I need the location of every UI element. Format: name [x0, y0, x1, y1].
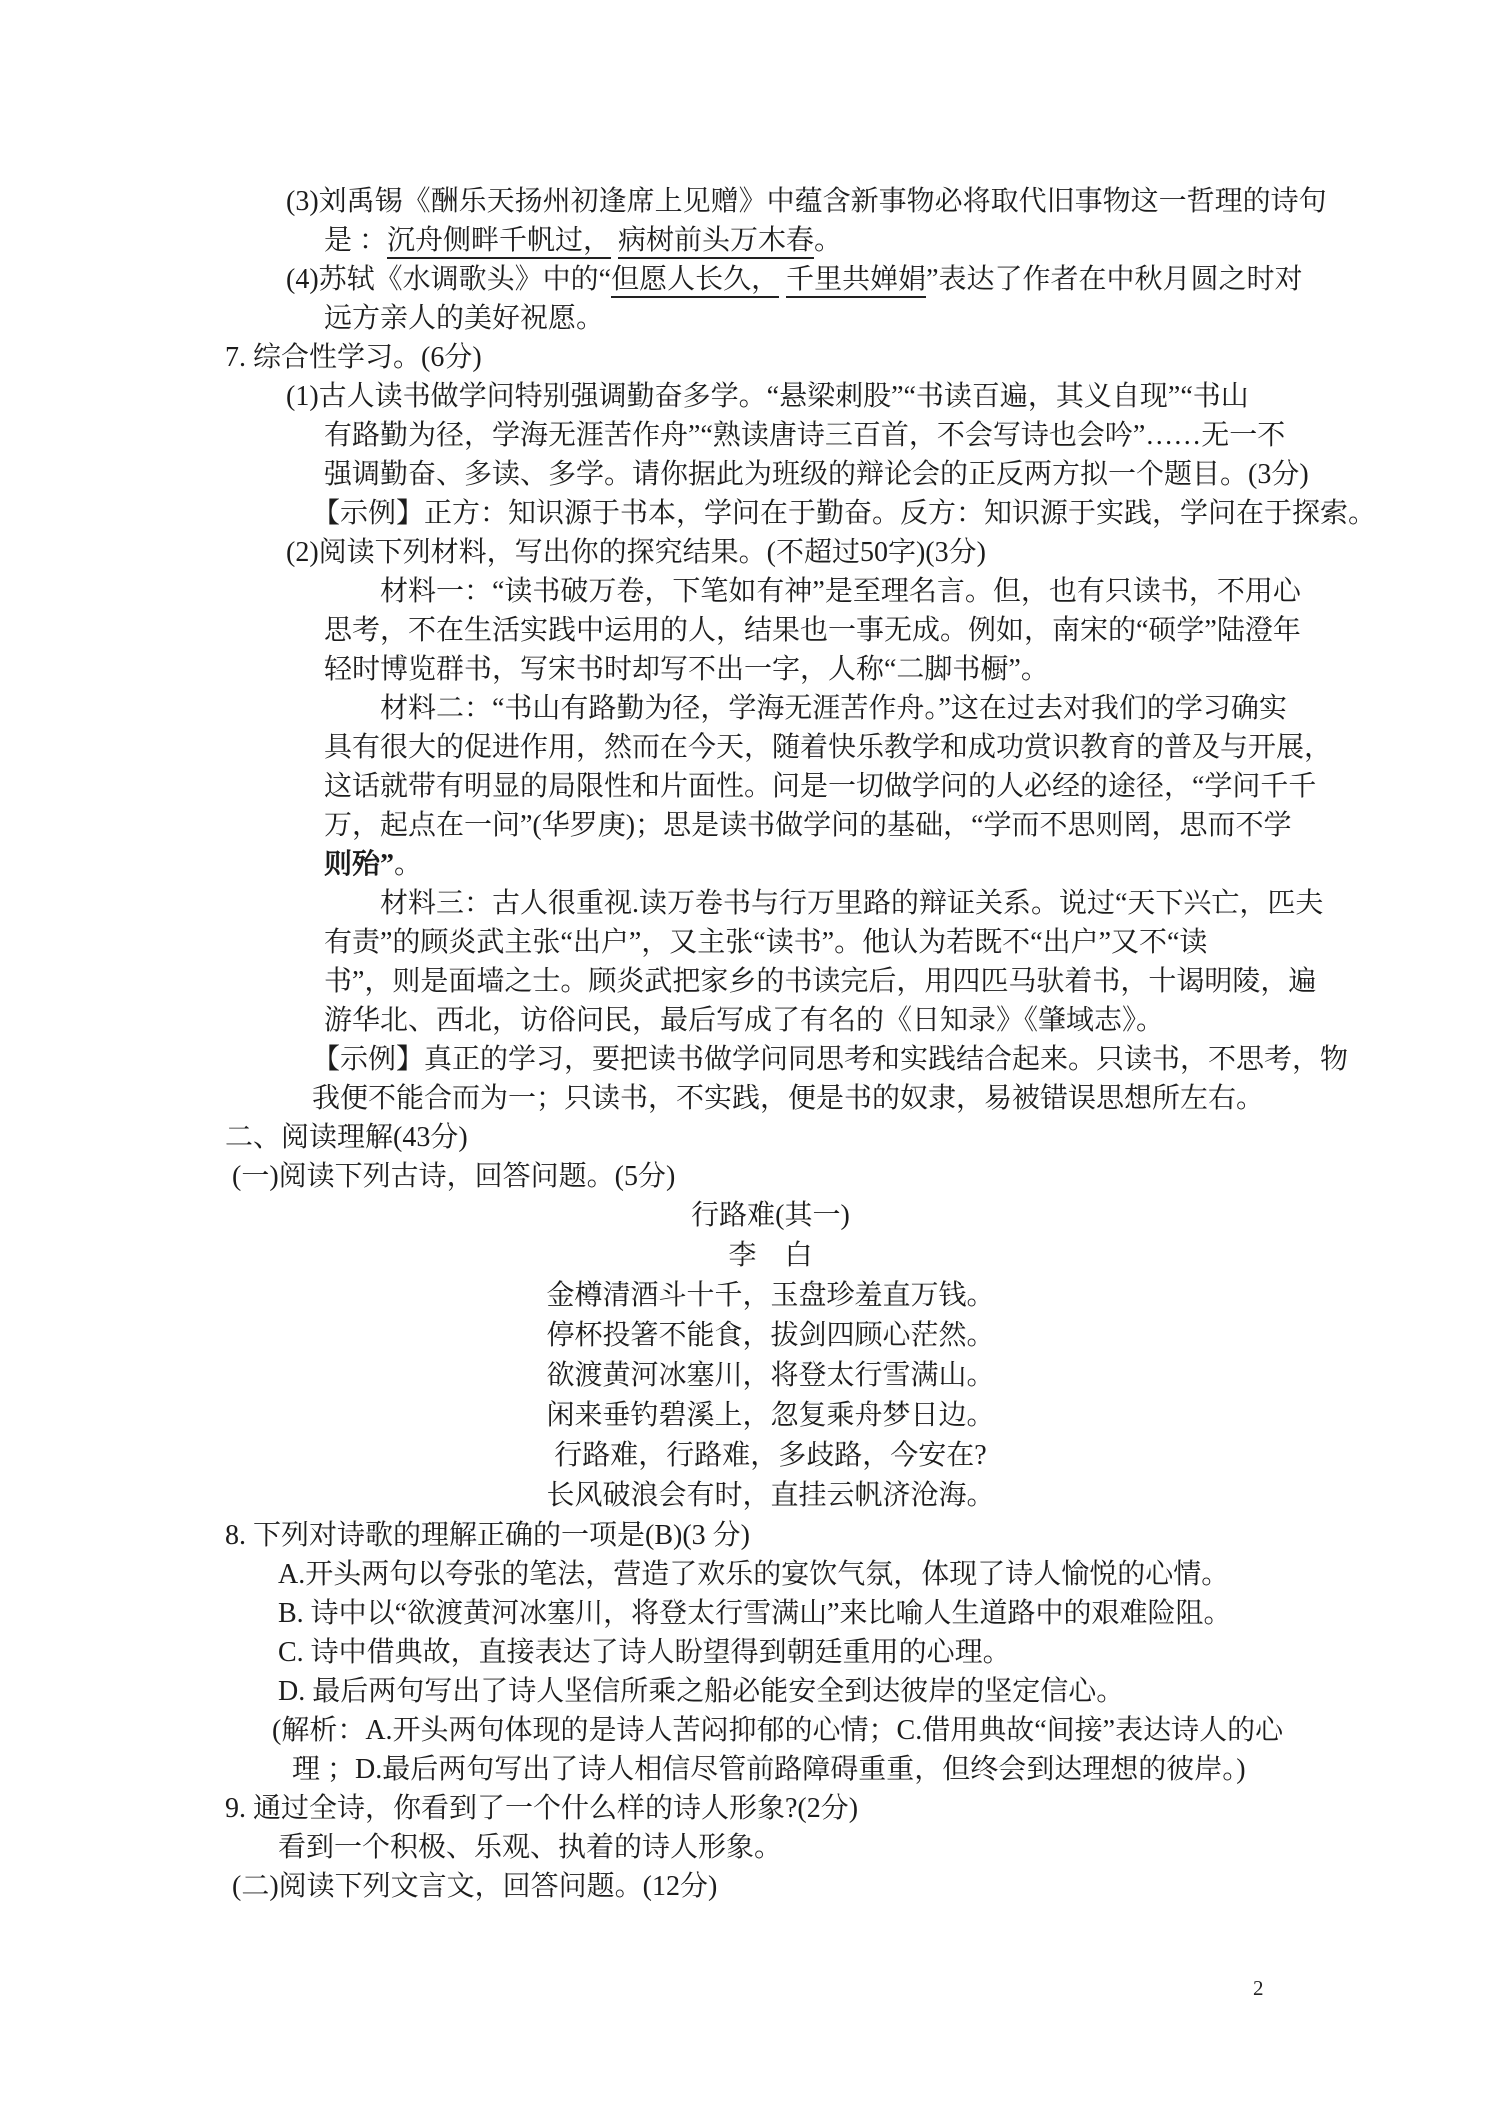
- underlined-answer-1: 但愿人长久，: [611, 264, 779, 298]
- poem-line: 欲渡黄河冰塞川，将登太行雪满山。: [546, 1360, 995, 1391]
- q7-part1-line: 有路勤为径，学海无涯苦作舟”“熟读唐诗三百首，不会写诗也会吟”……无一不: [324, 420, 1286, 451]
- material-3-line: 书”，则是面墙之士。顾炎武把家乡的书读完后，用四匹马驮着书，十谒明陵，遍: [324, 966, 1317, 997]
- q8-analysis-line: 理 ；D.最后两句写出了诗人相信尽管前路障碍重重，但终会到达理想的彼岸。): [292, 1754, 1246, 1785]
- period: 。: [394, 849, 423, 880]
- completion-item-3-answer: [324, 221, 1493, 260]
- bold-text: 则殆”: [324, 849, 395, 880]
- q8-analysis-line: (解析：A.开头两句体现的是诗人苦闷抑郁的心情；C.借用典故“间接”表达诗人的心: [272, 1715, 1284, 1746]
- material-2-line: 材料二：“书山有路勤为径，学海无涯苦作舟。”这在过去对我们的学习确实: [380, 693, 1287, 724]
- answer-gap: [611, 225, 618, 256]
- q7-part2-example-line: 我便不能合而为一；只读书，不实践，便是书的奴隶，易被错误思想所左右。: [312, 1083, 1265, 1114]
- material-1-line: 思考，不在生活实践中运用的人，结果也一事无成。例如，南宋的“硕学”陆澄年: [324, 615, 1301, 646]
- material-3-line: 材料三：古人很重视.读万卷书与行万里路的辩证关系。说过“天下兴亡，匹夫: [380, 888, 1324, 919]
- poem-title: 行路难(其一): [691, 1200, 850, 1231]
- answer-suffix: 。: [814, 225, 843, 256]
- q7-part2-example-line: 【示例】真正的学习，要把读书做学问同思考和实践结合起来。只读书，不思考，物: [312, 1044, 1349, 1075]
- page-number: 2: [1253, 1976, 1264, 2000]
- poem-line: 长风破浪会有时，直挂云帆济沧海。: [546, 1480, 995, 1511]
- poem-line: 闲来垂钓碧溪上，忽复乘舟梦日边。: [546, 1400, 995, 1431]
- material-2-line: 这话就带有明显的局限性和片面性。问是一切做学问的人必经的途径，“学问千千: [324, 771, 1317, 802]
- poem-line: 停杯投箸不能食，拔剑四顾心茫然。: [546, 1320, 995, 1351]
- poem-author: 李 白: [728, 1240, 813, 1271]
- q7-part1-line: 强调勤奋、多读、多学。请你据此为班级的辩论会的正反两方拟一个题目。(3分): [324, 459, 1309, 490]
- poem-line: 金樽清酒斗十千，玉盘珍羞直万钱。: [546, 1280, 995, 1311]
- answer-prefix: 是 ：: [324, 225, 388, 256]
- poem-block: [48, 1196, 1493, 1516]
- q9-answer: 看到一个积极、乐观、执着的诗人形象。: [278, 1832, 783, 1863]
- q7-part1-line: (1)古人读书做学问特别强调勤奋多学。“悬梁刺股”“书读百遍，其义自现”“书山: [286, 381, 1249, 412]
- poem-line: 行路难，行路难，多歧路，今安在?: [554, 1440, 987, 1471]
- underlined-answer-2: 病树前头万木春: [618, 225, 814, 259]
- q8-option-c: C. 诗中借典故，直接表达了诗人盼望得到朝廷重用的心理。: [278, 1637, 1011, 1668]
- q8-option-b: B. 诗中以“欲渡黄河冰塞川，将登太行雪满山”来比喻人生道路中的艰难险阻。: [278, 1598, 1232, 1629]
- material-2-line-bold: [324, 845, 1493, 884]
- q8-option-a: A.开头两句以夸张的笔法，营造了欢乐的宴饮气氛，体现了诗人愉悦的心情。: [278, 1559, 1230, 1590]
- q7-heading: 7. 综合性学习。(6分): [225, 342, 482, 373]
- material-2-line: 万，起点在一问”(华罗庚)；思是读书做学问的基础，“学而不思则罔，思而不学: [324, 810, 1292, 841]
- material-1-line: 材料一：“读书破万卷，下笔如有神”是至理名言。但，也有只读书，不用心: [380, 576, 1301, 607]
- q9-stem: 9. 通过全诗，你看到了一个什么样的诗人形象?(2分): [225, 1793, 859, 1824]
- section-2-part-2-heading: (二)阅读下列文言文，回答问题。(12分): [232, 1871, 718, 1902]
- section-2-heading: 二、阅读理解(43分): [225, 1122, 468, 1153]
- completion-item-4-continuation: 远方亲人的美好祝愿。: [324, 303, 605, 334]
- q8-stem: 8. 下列对诗歌的理解正确的一项是(B)(3 分): [225, 1520, 750, 1551]
- q7-part2-heading: (2)阅读下列材料，写出你的探究结果。(不超过50字)(3分): [286, 537, 986, 568]
- q8-option-d: D. 最后两句写出了诗人坚信所乘之船必能安全到达彼岸的坚定信心。: [278, 1676, 1125, 1707]
- answer-suffix: ”表达了作者在中秋月圆之时对: [926, 264, 1303, 295]
- underlined-answer-2: 千里共婵娟: [786, 264, 926, 298]
- material-3-line: 有责”的顾炎武主张“出户”，又主张“读书”。他认为若既不“出户”又不“读: [324, 927, 1208, 958]
- material-3-line: 游华北、西北，访俗问民，最后写成了有名的《日知录》《肇域志》。: [324, 1005, 1165, 1036]
- q7-part1-example: 【示例】正方：知识源于书本，学问在于勤奋。反方：知识源于实践，学问在于探索。: [312, 498, 1377, 529]
- section-2-part-1-heading: (一)阅读下列古诗，回答问题。(5分): [232, 1161, 676, 1192]
- underlined-answer-1: 沉舟侧畔千帆过，: [387, 225, 611, 259]
- completion-item-4: [286, 260, 1493, 299]
- answer-prefix: (4)苏轼《水调歌头》中的“: [286, 264, 612, 295]
- completion-item-3: (3)刘禹锡《酬乐天扬州初逢席上见赠》中蕴含新事物必将取代旧事物这一哲理的诗句: [286, 186, 1327, 217]
- material-2-line: 具有很大的促进作用，然而在今天，随着快乐教学和成功赏识教育的普及与开展，: [324, 732, 1333, 763]
- material-1-line: 轻时博览群书，写宋书时却写不出一字，人称“二脚书橱”。: [324, 654, 1049, 685]
